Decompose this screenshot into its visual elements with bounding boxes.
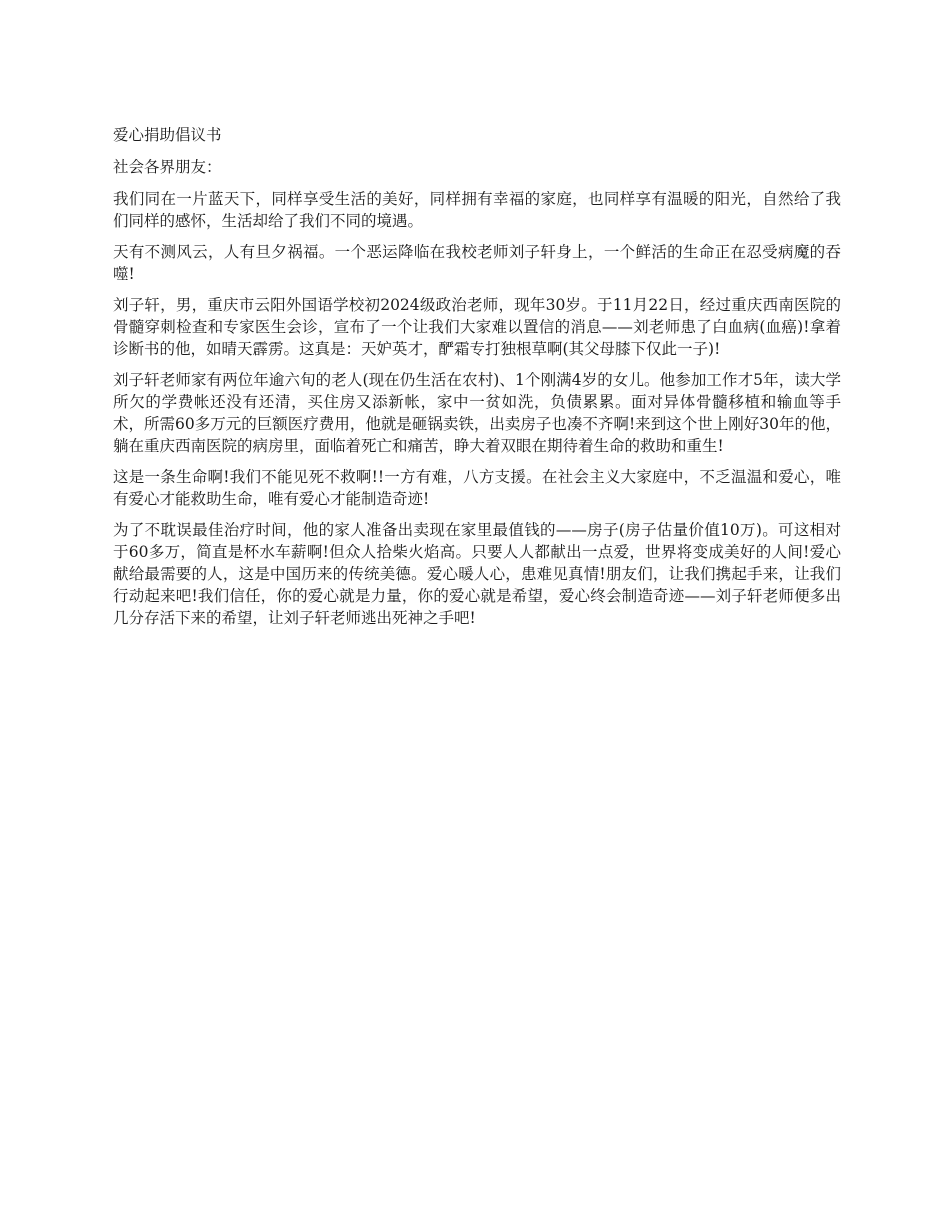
- document-page: [113, 124, 841, 638]
- paragraph-3: 刘子轩，男，重庆市云阳外国语学校初2024级政治老师，现年30岁。于11月22日，经过重庆西南医院的骨髓穿刺检查和专家医生会诊，宣布了一个让我们大家难以置信的消息——刘老师患了白血病(血癌)!拿着诊断书的他，如晴天霹雳。这真是：天妒英才，酽霜专打独根草啊(其父母膝下仅此一子)!: [113, 296, 841, 358]
- paragraph-2: 天有不测风云，人有旦夕祸福。一个恶运降临在我校老师刘子轩身上，一个鲜活的生命正在忍受病魔的吞噬!: [113, 243, 841, 283]
- paragraph-5: 这是一条生命啊!我们不能见死不救啊!!一方有难，八方支援。在社会主义大家庭中，不乏温温和爱心，唯有爱心才能救助生命，唯有爱心才能制造奇迹!: [113, 468, 841, 508]
- paragraph-4: 刘子轩老师家有两位年逾六旬的老人(现在仍生活在农村)、1个刚满4岁的女儿。他参加工作才5年，读大学所欠的学费帐还没有还清，买住房又添新帐，家中一贫如洗，负债累累。面对异体骨髓移植和输血等手术，所需60多万元的巨额医疗费用，他就是砸锅卖铁，出卖房子也凑不齐啊!来到这个世上刚好30年的他，躺在重庆西南医院的病房里，面临着死亡和痛苦，睁大着双眼在期待着生命的救助和重生!: [113, 371, 841, 455]
- salutation: 社会各界朋友：: [113, 158, 222, 176]
- paragraph-1: 我们同在一片蓝天下，同样享受生活的美好，同样拥有幸福的家庭，也同样享有温暖的阳光，自然给了我们同样的感怀，生活却给了我们不同的境遇。: [113, 190, 841, 230]
- paragraph-6: 为了不耽误最佳治疗时间，他的家人准备出卖现在家里最值钱的——房子(房子估量价值10万)。可这相对于60多万，简直是杯水车薪啊!但众人拾柴火焰高。只要人人都献出一点爱，世界将变成美好的人间!爱心献给最需要的人，这是中国历来的传统美德。爱心暖人心，患难见真情!朋友们，让我们携起手来，让我们行动起来吧!我们信任，你的爱心就是力量，你的爱心就是希望，爱心终会制造奇迹——刘子轩老师便多出几分存活下来的希望，让刘子轩老师逃出死神之手吧!: [113, 521, 841, 627]
- document-title: 爱心捐助倡议书: [113, 126, 222, 144]
